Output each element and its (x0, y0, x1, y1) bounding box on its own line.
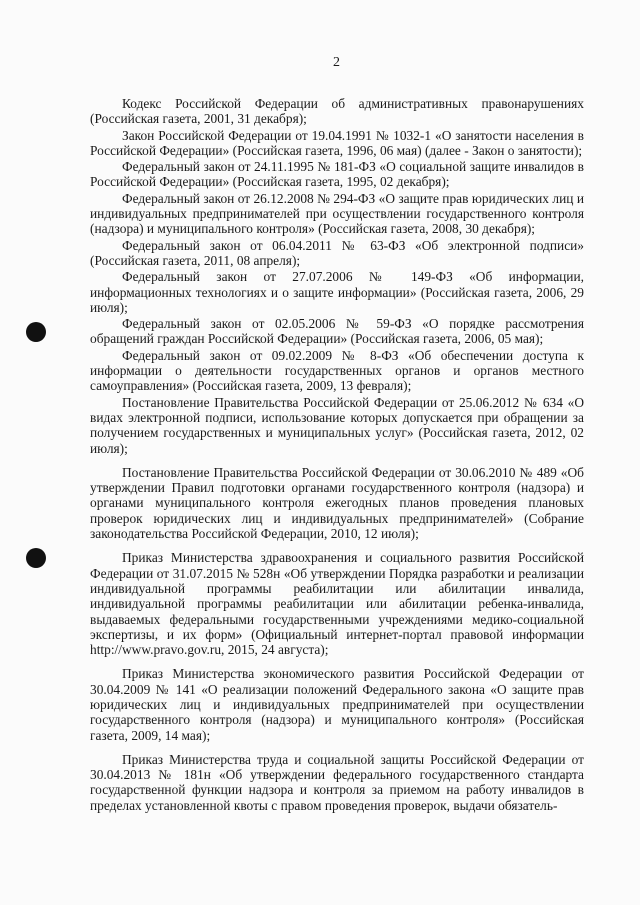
page-number: 2 (333, 55, 340, 70)
list-item: Приказ Министерства труда и социальной защиты Российской Федерации от 30.04.2013 № 181н «Об утверждении федерального государственного стандарта государственной функции надзора и контроля за приемом на работу инвалидов в пределах установленной квоты с правом проведения проверок, выдачи обязатель- (90, 751, 584, 813)
list-item: Федеральный закон от 24.11.1995 № 181-ФЗ «О социальной защите инвалидов в Российской Федерации» (Российская газета, 1995, 02 декабря); (90, 159, 584, 190)
document-body (90, 96, 584, 813)
list-item: Федеральный закон от 26.12.2008 № 294-ФЗ «О защите прав юридических лиц и индивидуальных предпринимателей при осуществлении государственного контроля (надзора) и муниципального контроля» (Российская газета, 2008, 30 декабря); (90, 190, 584, 237)
list-item: Кодекс Российской Федерации об административных правонарушениях (Российская газета, 2001, 31 декабря); (90, 96, 584, 127)
list-item: Закон Российской Федерации от 19.04.1991 № 1032-1 «О занятости населения в Российской Федерации» (Российская газета, 1996, 06 мая) (далее - Закон о занятости); (90, 127, 584, 158)
punch-hole-mark (26, 322, 46, 342)
list-item: Федеральный закон от 27.07.2006 № 149-ФЗ «Об информации, информационных технологиях и о защите информации» (Российская газета, 2006, 29 июля); (90, 269, 584, 315)
punch-hole-mark (26, 548, 46, 568)
list-item: Приказ Министерства здравоохранения и социального развития Российской Федерации от 31.07.2015 № 528н «Об утверждении Порядка разработки и реализации индивидуальной программы реабилитации или абилитации инвалида, индивидуальной программы реабилитации или абилитации ребенка-инвалида, выдаваемых федеральными государственными учреждениями медико-социальной экспертизы, и их форм» (Официальный интернет-портал правовой информации http://www.pravo.gov.ru, 2015, 24 августа); (90, 550, 584, 658)
list-item: Федеральный закон от 06.04.2011 № 63-ФЗ «Об электронной подписи» (Российская газета, 2011, 08 апреля); (90, 237, 584, 268)
list-item: Федеральный закон от 09.02.2009 № 8-ФЗ «Об обеспечении доступа к информации о деятельности государственных органов и органов местного самоуправления» (Российская газета, 2009, 13 февраля); (90, 347, 584, 394)
list-item: Федеральный закон от 02.05.2006 № 59-ФЗ «О порядке рассмотрения обращений граждан Российской Федерации» (Российская газета, 2006, 05 мая); (90, 316, 584, 347)
list-item: Постановление Правительства Российской Федерации от 30.06.2010 № 489 «Об утверждении Правил подготовки органами государственного контроля (надзора) и органами муниципального контроля ежегодных планов проведения плановых проверок юридических лиц и индивидуальных предпринимателей» (Собрание законодательства Российской Федерации, 2010, 12 июля); (90, 464, 584, 542)
list-item: Приказ Министерства экономического развития Российской Федерации от 30.04.2009 № 141 «О реализации положений Федерального закона «О защите прав юридических лиц и индивидуальных предпринимателей при осуществлении государственного контроля (надзора) и муниципального контроля» (Российская газета, 2009, 14 мая); (90, 666, 584, 743)
list-item: Постановление Правительства Российской Федерации от 25.06.2012 № 634 «О видах электронной подписи, использование которых допускается при обращении за получением государственных и муниципальных услуг» (Российская газета, 2012, 02 июля); (90, 394, 584, 456)
